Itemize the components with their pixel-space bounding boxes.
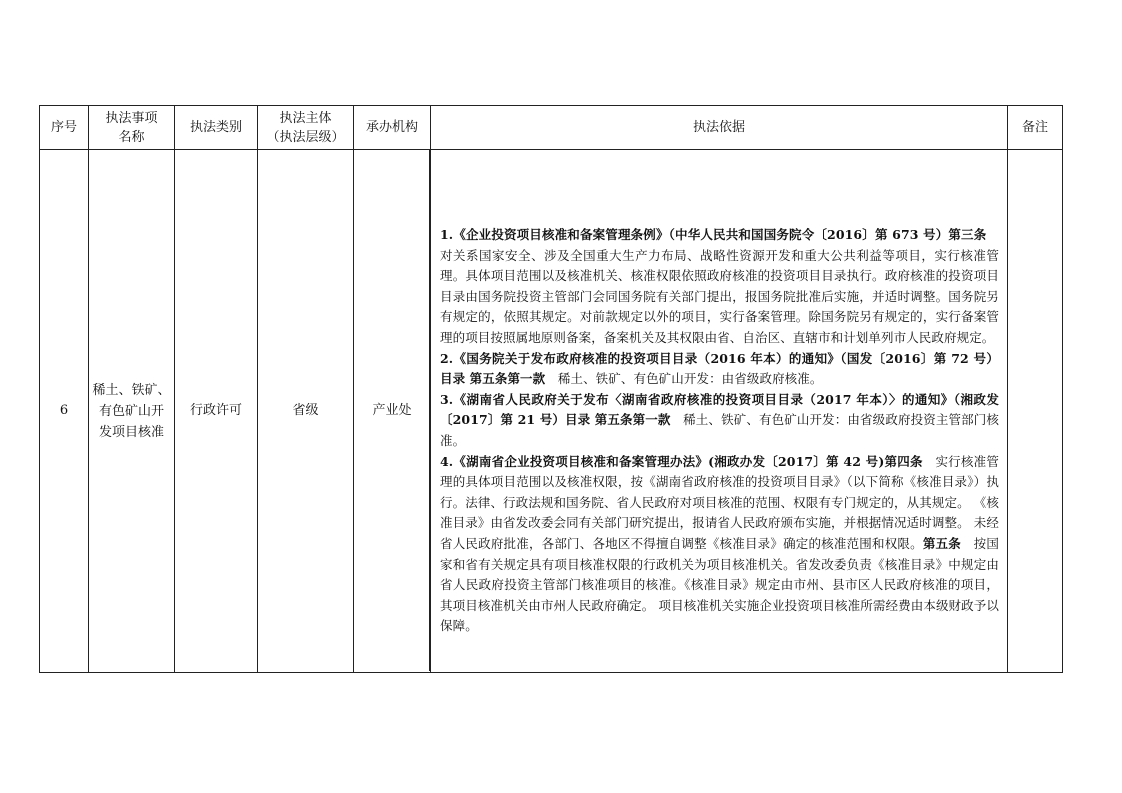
header-basis: 执法依据 bbox=[431, 106, 1008, 150]
header-category: 执法类别 bbox=[175, 106, 258, 150]
header-item-name-line1: 执法事项 bbox=[105, 110, 158, 126]
header-subject-line2: （执法层级） bbox=[266, 129, 345, 145]
cell-remarks bbox=[1008, 150, 1063, 673]
basis-item-4 bbox=[440, 452, 999, 637]
basis-item-2-text: 稀土、铁矿、有色矿山开发：由省级政府核准。 bbox=[545, 371, 823, 387]
cell-item-name-line2: 有色矿山开 bbox=[98, 403, 164, 419]
header-subject-line1: 执法主体 bbox=[279, 110, 332, 126]
cell-item-name-line3: 发项目核准 bbox=[98, 424, 164, 440]
cell-subject: 省级 bbox=[258, 150, 354, 673]
basis-item-2 bbox=[440, 349, 999, 390]
basis-item-1-text: 对关系国家安全、涉及全国重大生产力布局、战略性资源开发和重大公共利益等项目，实行核准管理。具体项目范围以及核准机关、核准权限依照政府核准的投资项目目录执行。政府核准的投资项目目录由国务院投资主管部门会同国务院有关部门提出，报国务院批准后实施，并适时调整。国务院另有规定的，依照其规定。对前款规定以外的项目，实行备案管理。除国务院另有规定的，实行备案管理的项目按照属地原则备案，备案机关及其权限由省、自治区、直辖市和计划单列市人民政府规定。 bbox=[440, 227, 999, 346]
basis-item-4-text2: 按国家和省有关规定具有项目核准权限的行政机关为项目核准机关。省发改委负责《核准目录》中规定由省人民政府投资主管部门核准项目的核准。《核准目录》规定由市州、县市区人民政府核准的项目，其项目核准机关由市州人民政府确定。 项目核准机关实施企业投资项目核准所需经费由本级财政予以保障。 bbox=[440, 535, 999, 634]
cell-item-name-line1: 稀土、铁矿、 bbox=[92, 382, 171, 398]
enforcement-table bbox=[39, 105, 1063, 673]
basis-item-4-title2: 第五条 bbox=[922, 535, 961, 551]
table-row bbox=[40, 150, 1063, 673]
cell-category: 行政许可 bbox=[175, 150, 258, 673]
cell-index: 6 bbox=[40, 150, 89, 673]
cell-agency: 产业处 bbox=[354, 150, 431, 673]
basis-item-3 bbox=[440, 390, 999, 452]
basis-item-3-title: 3.《湖南省人民政府关于发布〈湖南省政府核准的投资项目目录（2017 年本）〉的通知》（湘政发〔2017〕第 21 号）目录 第五条第一款 bbox=[440, 391, 999, 428]
basis-item-1 bbox=[440, 225, 999, 349]
basis-item-2-title: 2.《国务院关于发布政府核准的投资项目目录（2016 年本）的通知》（国发〔2016〕第 72 号）目录 第五条第一款 bbox=[440, 350, 999, 387]
header-index: 序号 bbox=[40, 106, 89, 150]
header-subject bbox=[258, 106, 354, 150]
basis-text bbox=[431, 185, 1007, 637]
basis-item-1-title: 1.《企业投资项目核准和备案管理条例》（中华人民共和国国务院令〔2016〕第 673 号）第三条 bbox=[440, 227, 987, 243]
basis-item-3-text: 稀土、铁矿、有色矿山开发：由省级政府投资主管部门核准。 bbox=[440, 412, 999, 448]
header-item-name bbox=[89, 106, 175, 150]
header-item-name-line2: 名称 bbox=[118, 129, 145, 145]
basis-double-rule bbox=[429, 149, 430, 671]
basis-item-4-title: 4.《湖南省企业投资项目核准和备案管理办法》(湘政办发〔2017〕第 42 号)第四条 bbox=[440, 453, 923, 469]
cell-item-name bbox=[89, 150, 175, 673]
header-remarks: 备注 bbox=[1008, 106, 1063, 150]
header-agency: 承办机构 bbox=[354, 106, 431, 150]
basis-item-4-text: 实行核准管理的具体项目范围以及核准权限，按《湖南省政府核准的投资项目目录》（以下简称《核准目录》）执行。法律、行政法规和国务院、省人民政府对项目核准的范围、权限有专门规定的，从其规定。 《核准目录》由省发改委会同有关部门研究提出，报请省人民政府颁布实施，并根据情况适时调整。 未经省人民政府批准，各部门、各地区不得擅自调整《核准目录》确定的核准范围和权限。 bbox=[440, 453, 999, 551]
cell-basis bbox=[431, 150, 1008, 673]
table-header-row bbox=[40, 106, 1063, 150]
